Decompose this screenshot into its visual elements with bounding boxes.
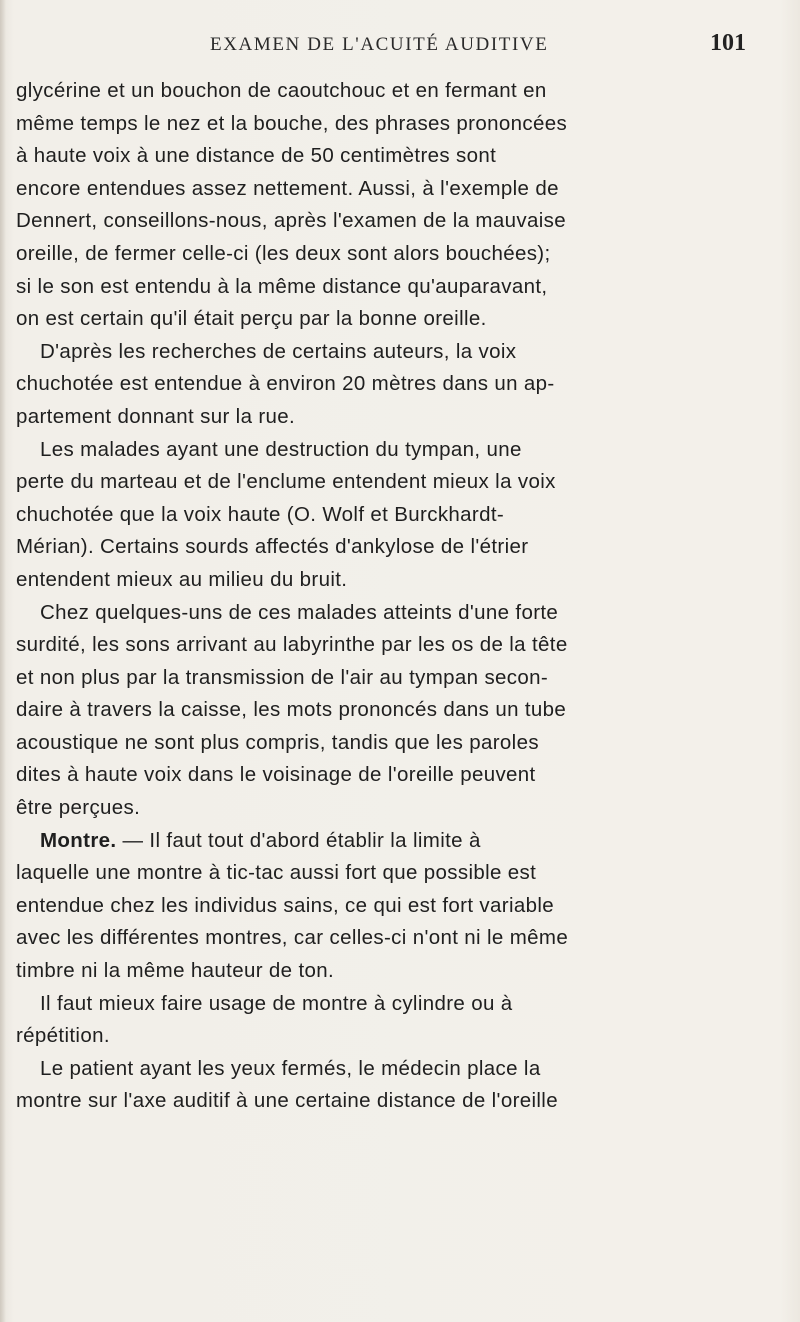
text-line: acoustique ne sont plus compris, tandis que les paroles [16,730,539,754]
text-line: et non plus par la transmission de l'air au tympan secon- [16,665,549,689]
text-line: dites à haute voix dans le voisinage de l'oreille peuvent [16,763,536,787]
body-text [16,75,780,1118]
text-line: perte du marteau et de l'enclume entendent mieux la voix [16,470,556,494]
paragraph-start-line: D'après les recherches de certains auteurs, la voix [40,339,517,363]
text-line: encore entendues assez nettement. Aussi, à l'exemple de [16,176,559,200]
text-span: — Il faut tout d'abord établir la limite à [122,828,481,852]
text-line: Mérian). Certains sourds affectés d'ankylose de l'étrier [16,535,529,559]
text-line: si le son est entendu à la même distance qu'auparavant, [16,274,548,298]
text-line: laquelle une montre à tic-tac aussi fort que possible est [16,861,537,885]
text-line: surdité, les sons arrivant au labyrinthe par les os de la tête [16,633,568,657]
running-title: EXAMEN DE L'ACUITÉ AUDITIVE [210,34,549,55]
text-line: même temps le nez et la bouche, des phrases prononcées [16,111,568,135]
page-number: 101 [710,30,746,56]
binding-gutter [0,0,6,1322]
paragraph-start-line: Le patient ayant les yeux fermés, le médecin place la [40,1056,541,1080]
paragraph-start-line: Chez quelques-uns de ces malades atteints d'une forte [40,600,559,624]
text-line: montre sur l'axe auditif à une certaine distance de l'oreille [16,1089,558,1113]
paragraph-start-line: Il faut mieux faire usage de montre à cylindre ou à [40,991,513,1015]
text-line: on est certain qu'il était perçu par la bonne oreille. [16,307,487,331]
text-line: à haute voix à une distance de 50 centimètres sont [16,144,497,168]
text-line: Dennert, conseillons-nous, après l'examen de la mauvaise [16,209,566,233]
section-runin-heading: Montre. [40,828,117,852]
text-line: chuchotée que la voix haute (O. Wolf et Burckhardt- [16,502,505,526]
text-line: daire à travers la caisse, les mots prononcés dans un tube [16,698,567,722]
text-line: avec les différentes montres, car celles-ci n'ont ni le même [16,926,569,950]
text-line: entendent mieux au milieu du bruit. [16,567,348,591]
text-line: chuchotée est entendue à environ 20 mètres dans un ap- [16,372,555,396]
text-line: entendue chez les individus sains, ce qui est fort variable [16,893,555,917]
text-line: répétition. [16,1024,110,1048]
section-heading-line [16,825,780,858]
text-line: timbre ni la même hauteur de ton. [16,959,335,983]
text-line: partement donnant sur la rue. [16,404,296,428]
text-line: glycérine et un bouchon de caoutchouc et en fermant en [16,79,547,102]
text-line: oreille, de fermer celle-ci (les deux sont alors bouchées); [16,241,551,265]
paragraph-start-line: Les malades ayant une destruction du tympan, une [40,437,522,461]
text-line: être perçues. [16,796,141,820]
